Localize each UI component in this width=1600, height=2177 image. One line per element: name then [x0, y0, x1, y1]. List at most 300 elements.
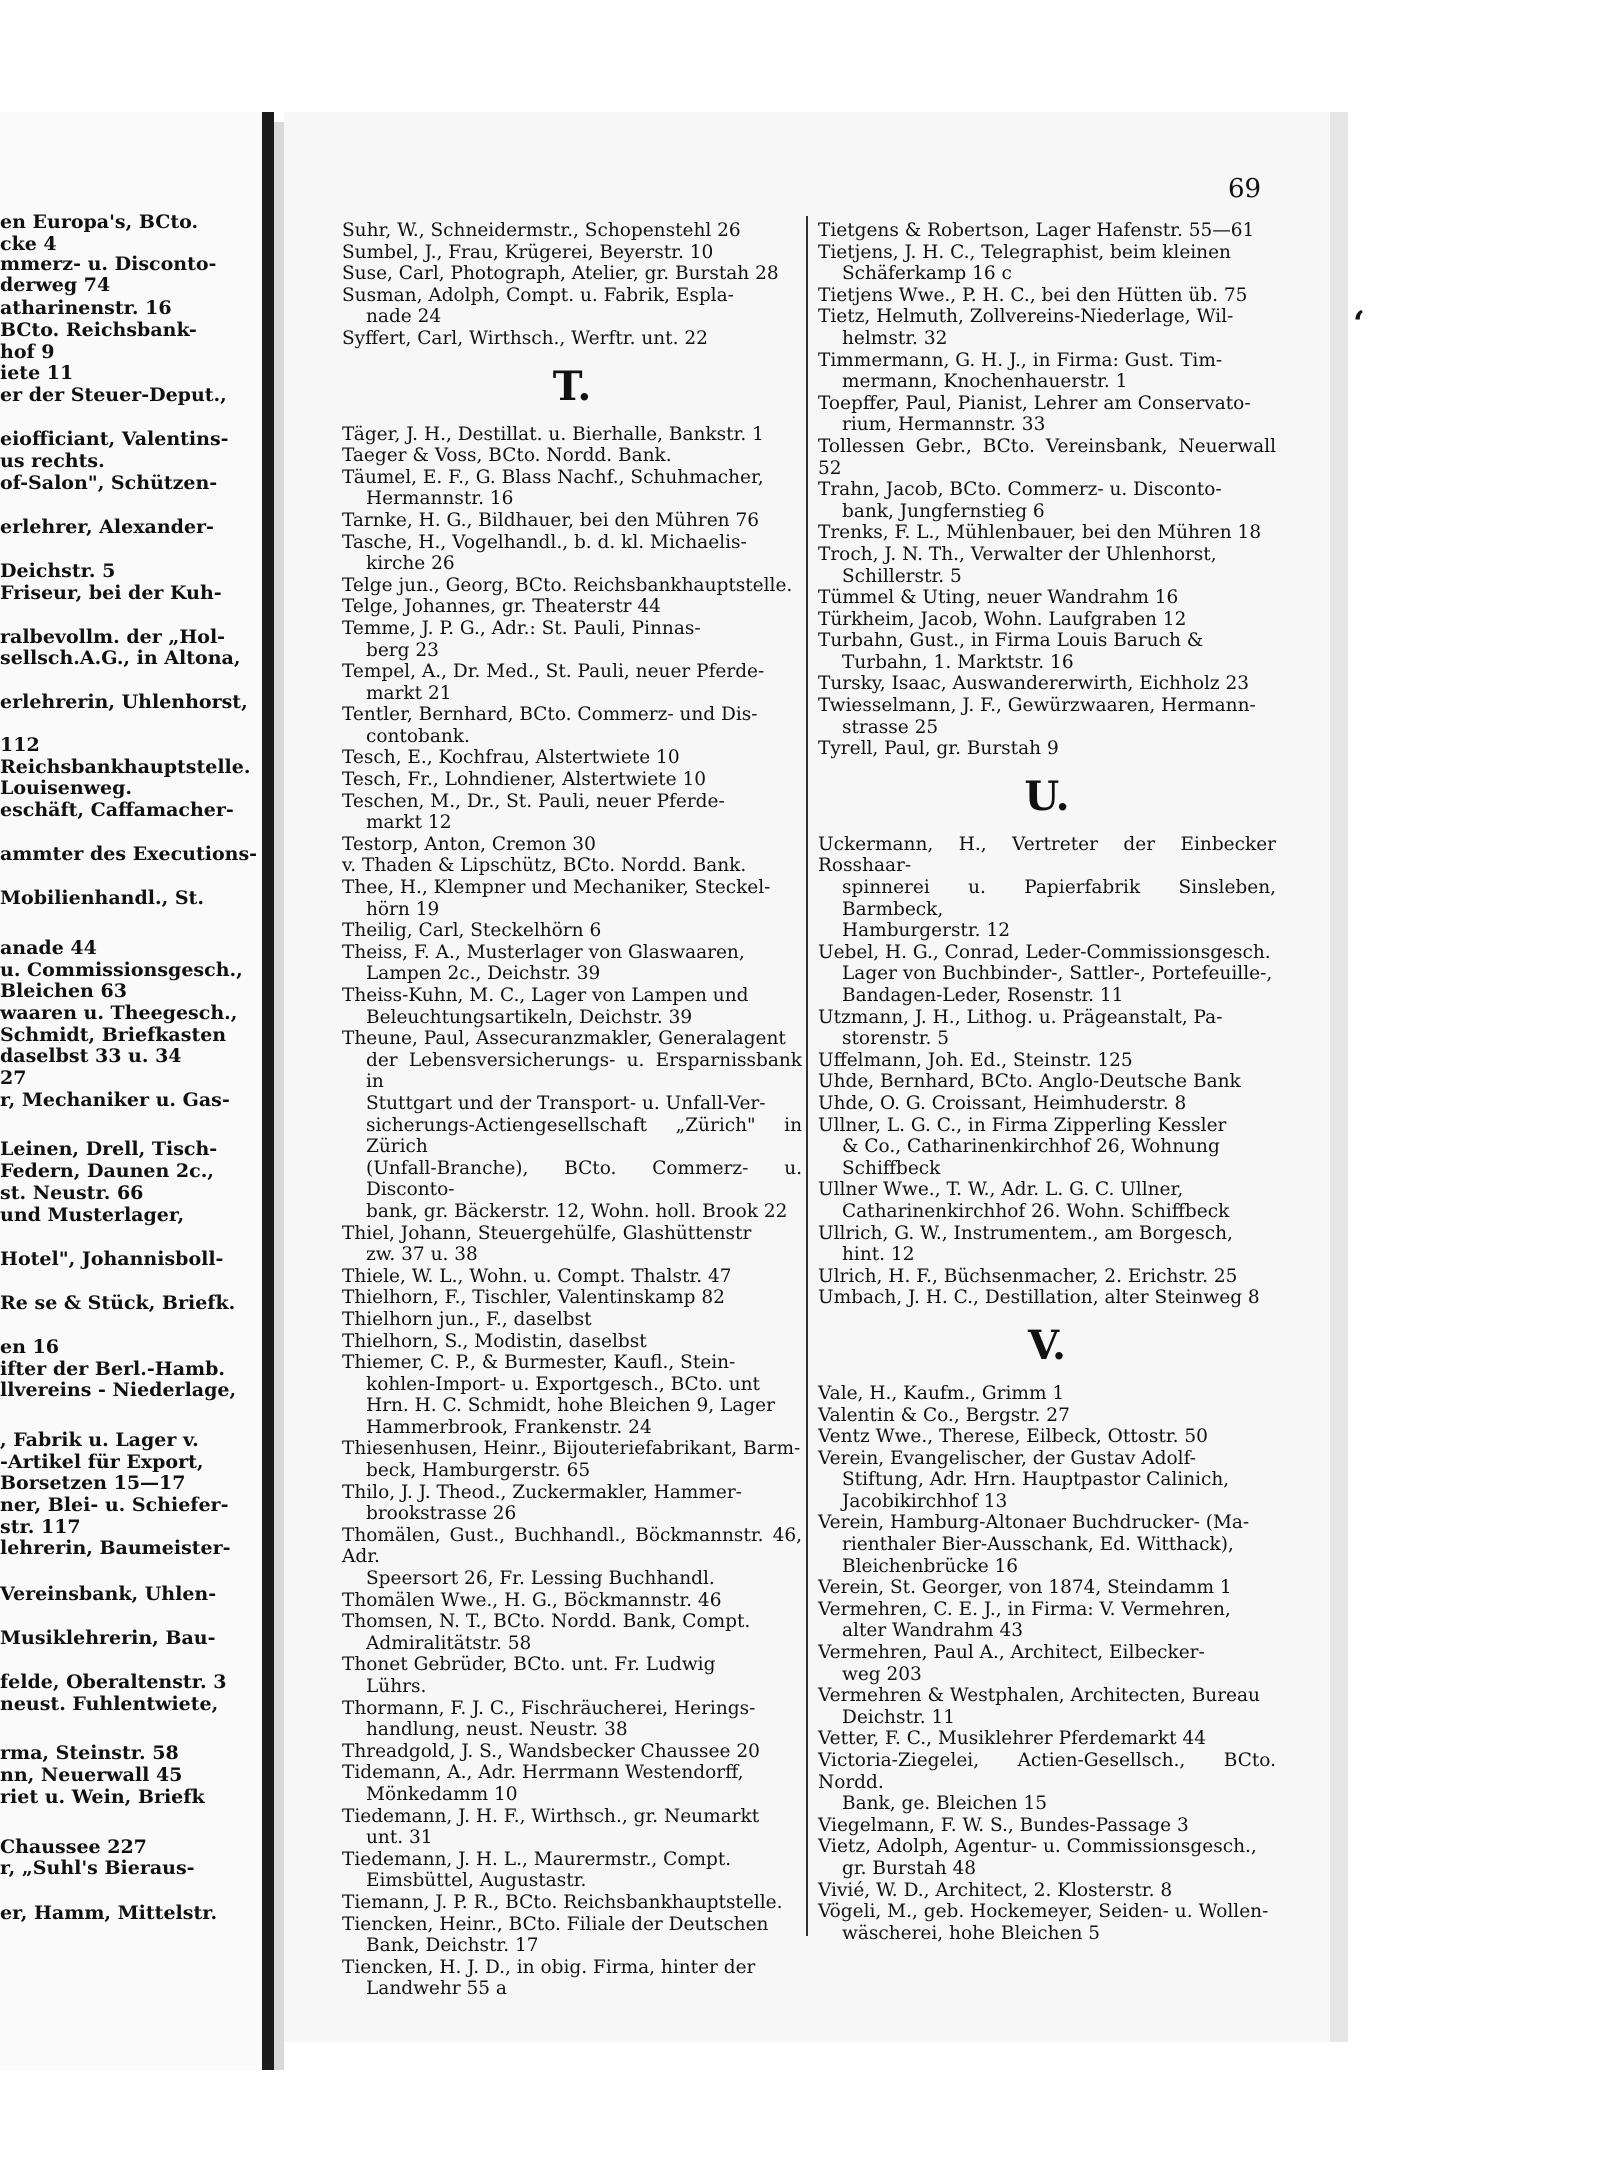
entry-line: Tidemann, A., Adr. Herrmann Westendorff, — [342, 1762, 744, 1784]
left-page-line: waaren u. Theegesch., — [0, 1002, 238, 1024]
entry-line: Tentler, Bernhard, BCto. Commerz- und Dis- — [342, 704, 758, 726]
directory-entry — [342, 1482, 802, 1525]
entry-line: Thiesenhusen, Heinr., Bijouteriefabrikant, Barm- — [342, 1438, 801, 1460]
left-page-line: sellsch.A.G., in Altona, — [0, 647, 241, 669]
directory-entry — [342, 532, 802, 575]
entry-line: Deichstr. 11 — [842, 1706, 956, 1728]
entry-line: alter Wandrahm 43 — [842, 1620, 1023, 1642]
directory-entry — [342, 1309, 802, 1331]
entry-line: Vietz, Adolph, Agentur- u. Commissionsgesch., — [818, 1836, 1257, 1858]
entry-line: Theiss, F. A., Musterlager von Glaswaaren, — [342, 941, 745, 963]
entry-line: Tesch, Fr., Lohndiener, Alstertwiete 10 — [342, 769, 707, 791]
entry-line: Hermannstr. 16 — [366, 488, 514, 510]
left-page-line: Deichstr. 5 — [0, 560, 116, 582]
directory-entry — [818, 1426, 1276, 1448]
entry-line: Vivié, W. D., Architect, 2. Klosterstr. 8 — [818, 1879, 1173, 1901]
directory-entry — [818, 1115, 1276, 1180]
directory-entry — [342, 467, 802, 510]
left-page-line: ammter des Executions- — [0, 843, 258, 865]
entry-line: Teschen, M., Dr., St. Pauli, neuer Pferde- — [342, 790, 725, 812]
left-page-line: Mobilienhandl., St. — [0, 887, 204, 909]
directory-entry — [818, 1685, 1276, 1728]
margin-mark: ʻ — [1353, 304, 1365, 344]
directory-entry — [342, 445, 802, 467]
entry-line: Türkheim, Jacob, Wohn. Laufgraben 12 — [818, 608, 1187, 630]
entry-line: Suhr, W., Schneidermstr., Schopenstehl 26 — [342, 220, 741, 241]
entry-line: rienthaler Bier-Ausschank, Ed. Witthack), — [842, 1534, 1234, 1556]
directory-entry — [342, 1590, 802, 1612]
entry-line: Speersort 26, Fr. Lessing Buchhandl. — [366, 1568, 715, 1590]
left-page-line: er der Steuer-Deput., — [0, 384, 227, 406]
directory-entry — [342, 1762, 802, 1805]
entry-line: Tesch, E., Kochfrau, Alstertwiete 10 — [342, 747, 680, 769]
left-page-line: nn, Neuerwall 45 — [0, 1764, 183, 1786]
entry-line: Tümmel & Uting, neuer Wandrahm 16 — [818, 587, 1179, 609]
directory-entry — [818, 609, 1276, 631]
directory-entry — [342, 791, 802, 834]
directory-entry — [818, 1383, 1276, 1405]
directory-entry — [818, 1599, 1276, 1642]
entry-line: Lampen 2c., Deichstr. 39 — [366, 963, 601, 985]
left-page-line: hof 9 — [0, 341, 55, 363]
directory-entry — [342, 704, 802, 747]
entry-line: Susman, Adolph, Compt. u. Fabrik, Espla- — [342, 284, 734, 306]
left-page-line: us rechts. — [0, 450, 105, 472]
left-page-line: eschäft, Caffamacher- — [0, 799, 234, 821]
entry-line: Taeger & Voss, BCto. Nordd. Bank. — [342, 445, 672, 467]
section-letter-t: T. — [552, 362, 592, 410]
directory-entry — [342, 1892, 802, 1914]
left-page-line: daselbst 33 u. 34 — [0, 1045, 182, 1067]
left-page-line: ner, Blei- u. Schiefer- — [0, 1494, 229, 1516]
entry-line: bank, Jungfernstieg 6 — [842, 500, 1045, 522]
left-page-line: er, Hamm, Mittelstr. — [0, 1902, 218, 1924]
directory-entry — [818, 1880, 1276, 1902]
entries-v — [818, 1383, 1276, 1944]
left-page-line: atharinenstr. 16 — [0, 297, 172, 319]
entry-line: Theune, Paul, Assecuranzmakler, Generalagent — [342, 1028, 786, 1050]
entry-line: Eimsbüttel, Augustastr. — [366, 1870, 587, 1892]
entry-line: Tiemann, J. P. R., BCto. Reichsbankhauptstelle. — [342, 1891, 783, 1913]
directory-entry — [342, 424, 802, 446]
directory-entry — [342, 1331, 802, 1353]
entry-line: Tietjens, J. H. C., Telegraphist, beim kleinen — [818, 241, 1231, 263]
directory-entry — [342, 263, 802, 285]
left-page-line: r, Mechaniker u. Gas- — [0, 1089, 230, 1111]
directory-entry — [342, 855, 802, 877]
directory-entry — [342, 1806, 802, 1849]
directory-entry — [342, 1741, 802, 1763]
entry-line: Troch, J. N. Th., Verwalter der Uhlenhorst, — [818, 543, 1217, 565]
entry-line: nade 24 — [366, 306, 442, 328]
entry-line: Uhde, O. G. Croissant, Heimhuderstr. 8 — [818, 1092, 1187, 1114]
entry-line: Bank, ge. Bleichen 15 — [842, 1793, 1047, 1815]
directory-entry — [818, 630, 1276, 673]
entry-line: Tasche, H., Vogelhandl., b. d. kl. Michaelis- — [342, 531, 747, 553]
directory-entry — [342, 1223, 802, 1266]
left-page-line: Bleichen 63 — [0, 980, 127, 1002]
entry-line: & Co., Catharinenkirchhof 26, Wohnung — [842, 1136, 1220, 1158]
entry-line: Ventz Wwe., Therese, Eilbeck, Ottostr. 50 — [818, 1426, 1208, 1448]
left-page-line: BCto. Reichsbank- — [0, 319, 197, 341]
entry-line: Lager von Buchbinder-, Sattler-, Portefeuille-, — [842, 963, 1273, 985]
left-page-line: en 16 — [0, 1336, 59, 1358]
entry-line: Suse, Carl, Photograph, Atelier, gr. Burstah 28 — [342, 263, 779, 285]
entry-line: Threadgold, J. S., Wandsbecker Chaussee 20 — [342, 1740, 760, 1762]
left-page-fragment — [0, 112, 265, 2070]
directory-entry — [818, 220, 1276, 242]
entry-line: Theilig, Carl, Steckelhörn 6 — [342, 920, 602, 942]
directory-entry — [342, 942, 802, 985]
directory-entry — [818, 1179, 1276, 1222]
entry-line: (Unfall-Branche), BCto. Commerz- u. Disconto- — [366, 1157, 802, 1201]
entry-line: Täumel, E. F., G. Blass Nachf., Schuhmacher, — [342, 466, 764, 488]
left-page-line: Friseur, bei der Kuh- — [0, 582, 222, 604]
directory-entry — [818, 285, 1276, 307]
entry-line: Hammerbrook, Frankenstr. 24 — [366, 1416, 652, 1438]
directory-entry — [818, 695, 1276, 738]
left-page-line: Borsetzen 15—17 — [0, 1472, 186, 1494]
left-page-line: Federn, Daunen 2c., — [0, 1160, 214, 1182]
directory-entry — [818, 1836, 1276, 1879]
directory-entry — [342, 510, 802, 532]
entry-line: Uckermann, H., Vertreter der Einbecker Rosshaar- — [818, 833, 1276, 877]
left-page-line: st. Neustr. 66 — [0, 1182, 144, 1204]
directory-entry — [342, 1438, 802, 1481]
entry-line: Tietz, Helmuth, Zollvereins-Niederlage, Wil- — [818, 306, 1234, 328]
directory-entry — [818, 1007, 1276, 1050]
entry-line: Thomälen Wwe., H. G., Böckmannstr. 46 — [342, 1589, 722, 1611]
directory-entry — [818, 1642, 1276, 1685]
directory-entry — [818, 436, 1276, 479]
entry-line: Schäferkamp 16 c — [842, 263, 1012, 285]
directory-entry — [818, 1223, 1276, 1266]
left-page-line: Leinen, Drell, Tisch- — [0, 1138, 218, 1160]
entry-line: Thielhorn, S., Modistin, daselbst — [342, 1330, 647, 1352]
entry-line: Landwehr 55 a — [366, 1978, 507, 2000]
entry-line: Toepffer, Paul, Pianist, Lehrer am Conservato- — [818, 392, 1251, 414]
book-gutter — [262, 112, 274, 2070]
directory-entry — [342, 328, 802, 350]
left-page-line: iete 11 — [0, 362, 74, 384]
entry-line: Uhde, Bernhard, BCto. Anglo-Deutsche Bank — [818, 1071, 1241, 1093]
entry-line: Theiss-Kuhn, M. C., Lager von Lampen und — [342, 985, 749, 1006]
left-page-line: erlehrerin, Uhlenhorst, — [0, 691, 248, 713]
directory-entry — [342, 1654, 802, 1697]
directory-entry — [818, 522, 1276, 544]
entry-line: Tarnke, H. G., Bildhauer, bei den Mühren 76 — [342, 509, 759, 531]
entry-line: Verein, Evangelischer, der Gustav Adolf- — [818, 1447, 1197, 1469]
book-gutter-shadow — [274, 122, 284, 2070]
directory-entry — [342, 1352, 802, 1438]
entry-line: Temme, J. P. G., Adr.: St. Pauli, Pinnas- — [342, 617, 701, 639]
directory-entry — [342, 769, 802, 791]
entry-line: Thiemer, C. P., & Burmester, Kaufl., Stein- — [342, 1352, 736, 1374]
entry-line: Uebel, H. G., Conrad, Leder-Commissionsgesch. — [818, 941, 1271, 963]
directory-entry — [342, 285, 802, 328]
directory-entry — [818, 1512, 1276, 1577]
directory-entry — [818, 393, 1276, 436]
left-page-line: ifter der Berl.-Hamb. — [0, 1358, 226, 1380]
directory-entry — [818, 1750, 1276, 1815]
entry-line: kohlen-Import- u. Exportgesch., BCto. unt — [366, 1373, 760, 1395]
entry-line: Thiel, Johann, Steuergehülfe, Glashüttenstr — [342, 1222, 752, 1244]
entry-line: markt 12 — [366, 812, 452, 834]
directory-entry — [818, 673, 1276, 695]
left-page-line: llvereins - Niederlage, — [0, 1379, 237, 1401]
section-letter-v: V. — [1028, 1321, 1066, 1369]
left-page-line: Musiklehrerin, Bau- — [0, 1627, 216, 1649]
entry-line: weg 203 — [842, 1663, 922, 1685]
left-page-line: Schmidt, Briefkasten — [0, 1024, 227, 1046]
directory-entry — [818, 350, 1276, 393]
entries-u — [818, 834, 1276, 1309]
entry-line: Utzmann, J. H., Lithog. u. Prägeanstalt, Pa- — [818, 1006, 1223, 1028]
entry-line: kirche 26 — [366, 553, 455, 575]
left-page-line: riet u. Wein, Briefk — [0, 1786, 205, 1808]
entry-line: Schillerstr. 5 — [842, 565, 962, 587]
left-page-line: u. Commissionsgesch., — [0, 959, 243, 981]
column-divider — [806, 216, 808, 1936]
directory-entry — [818, 1815, 1276, 1837]
entry-line: hint. 12 — [842, 1244, 915, 1266]
entry-line: Vale, H., Kaufm., Grimm 1 — [818, 1382, 1065, 1404]
entry-line: Victoria-Ziegelei, Actien-Gesellsch., BCto. Nordd. — [818, 1750, 1276, 1793]
entry-line: storenstr. 5 — [842, 1028, 950, 1050]
entry-line: Ullrich, G. W., Instrumentem., am Borgesch, — [818, 1222, 1233, 1244]
entry-line: Thormann, F. J. C., Fischräucherei, Herings- — [342, 1697, 756, 1719]
left-page-line: 27 — [0, 1067, 27, 1089]
entry-line: Hamburgerstr. 12 — [842, 920, 1010, 942]
left-page-line: of-Salon", Schützen- — [0, 472, 218, 494]
directory-entry — [818, 1050, 1276, 1072]
entry-line: Vermehren, C. E. J., in Firma: V. Vermehren, — [818, 1598, 1231, 1620]
left-page-line: cke 4 — [0, 233, 57, 255]
directory-entry — [818, 1287, 1276, 1309]
directory-entry — [818, 479, 1276, 522]
entry-line: Thielhorn, F., Tischler, Valentinskamp 82 — [342, 1287, 725, 1309]
directory-entry — [342, 877, 802, 920]
directory-entry — [818, 738, 1276, 760]
left-column — [342, 220, 802, 2000]
left-page-line: en Europa's, BCto. — [0, 211, 199, 233]
left-page-line: und Musterlager, — [0, 1204, 185, 1226]
left-page-line: derweg 74 — [0, 274, 111, 296]
entry-line: Trenks, F. L., Mühlenbauer, bei den Mühren 18 — [818, 522, 1262, 544]
entry-line: Tiencken, Heinr., BCto. Filiale der Deutschen — [342, 1913, 769, 1935]
directory-entry — [342, 1028, 802, 1222]
entry-line: Bandagen-Leder, Rosenstr. 11 — [842, 985, 1124, 1006]
directory-entry — [342, 1287, 802, 1309]
directory-entry — [818, 242, 1276, 285]
entry-line: Tempel, A., Dr. Med., St. Pauli, neuer Pferde- — [342, 661, 765, 683]
entry-line: bank, gr. Bäckerstr. 12, Wohn. holl. Brook 22 — [366, 1200, 788, 1222]
left-page-line: 112 — [0, 734, 40, 756]
entry-line: Valentin & Co., Bergstr. 27 — [818, 1404, 1070, 1426]
left-page-line: neust. Fuhlentwiete, — [0, 1693, 219, 1715]
directory-entry — [342, 596, 802, 618]
left-page-line: Re se & Stück, Briefk. — [0, 1292, 236, 1314]
entry-line: Turbahn, 1. Marktstr. 16 — [842, 651, 1074, 673]
left-page-line: ralbevollm. der „Hol- — [0, 626, 226, 648]
right-column — [818, 220, 1276, 1944]
directory-entry — [818, 1901, 1276, 1944]
entry-line: zw. 37 u. 38 — [366, 1244, 478, 1266]
directory-entry — [818, 587, 1276, 609]
directory-entry — [342, 747, 802, 769]
entry-line: Hrn. H. C. Schmidt, hohe Bleichen 9, Lager — [366, 1395, 775, 1417]
directory-entry — [342, 661, 802, 704]
entry-line: Telge, Johannes, gr. Theaterstr 44 — [342, 596, 661, 618]
entry-line: Tiedemann, J. H. F., Wirthsch., gr. Neumarkt — [342, 1805, 760, 1827]
left-page-line: Vereinsbank, Uhlen- — [0, 1583, 217, 1605]
entry-line: Telge jun., Georg, BCto. Reichsbankhauptstelle. — [342, 574, 793, 596]
entry-line: Turbahn, Gust., in Firma Louis Baruch & — [818, 630, 1204, 652]
directory-entry — [818, 1266, 1276, 1288]
directory-entry — [342, 920, 802, 942]
entry-line: Verein, Hamburg-Altonaer Buchdrucker- (Ma- — [818, 1512, 1250, 1534]
directory-entry — [818, 1093, 1276, 1115]
entry-line: spinnerei u. Papierfabrik Sinsleben, Barmbeck, — [842, 877, 1276, 920]
directory-entry — [818, 942, 1276, 1007]
entry-line: Verein, St. Georger, von 1874, Steindamm 1 — [818, 1577, 1232, 1599]
directory-entry — [818, 1577, 1276, 1599]
entries-t-right — [818, 220, 1276, 760]
entry-line: Umbach, J. H. C., Destillation, alter Steinweg 8 — [818, 1287, 1260, 1309]
entry-line: markt 21 — [366, 682, 452, 704]
entry-line: rium, Hermannstr. 33 — [842, 414, 1046, 436]
directory-entry — [342, 1266, 802, 1288]
entry-line: Lührs. — [366, 1676, 427, 1697]
left-page-line: -Artikel für Export, — [0, 1451, 204, 1473]
entry-line: Bleichenbrücke 16 — [842, 1555, 1019, 1577]
entry-line: sicherungs-Actiengesellschaft „Zürich" in Zürich — [366, 1114, 802, 1158]
entry-line: Ullner Wwe., T. W., Adr. L. G. C. Ullner, — [818, 1179, 1184, 1201]
entry-line: Admiralitätstr. 58 — [366, 1632, 532, 1654]
entry-line: Täger, J. H., Destillat. u. Bierhalle, Bankstr. 1 — [342, 423, 764, 445]
entry-line: Tietjens Wwe., P. H. C., bei den Hütten üb. 75 — [818, 284, 1248, 306]
entry-line: Tyrell, Paul, gr. Burstah 9 — [818, 738, 1059, 760]
directory-entry — [342, 1849, 802, 1892]
left-page-line: rma, Steinstr. 58 — [0, 1742, 179, 1764]
entry-line: Catharinenkirchhof 26. Wohn. Schiffbeck — [842, 1200, 1230, 1222]
entry-line: Sumbel, J., Frau, Krügerei, Beyerstr. 10 — [342, 241, 714, 263]
entry-line: mermann, Knochenhauerstr. 1 — [842, 371, 1128, 393]
entry-line: Twiesselmann, J. F., Gewürzwaaren, Hermann- — [818, 695, 1256, 717]
entry-line: helmstr. 32 — [842, 327, 948, 349]
directory-entry — [342, 985, 802, 1028]
left-page-line: erlehrer, Alexander- — [0, 516, 214, 538]
directory-entry — [342, 242, 802, 264]
left-page-line: anade 44 — [0, 937, 97, 959]
entry-line: contobank. — [366, 725, 470, 747]
entry-line: Syffert, Carl, Wirthsch., Werftr. unt. 22 — [342, 327, 708, 349]
entry-line: Thee, H., Klempner und Mechaniker, Steckel- — [342, 877, 771, 899]
entry-line: beck, Hamburgerstr. 65 — [366, 1460, 591, 1482]
entry-line: Thiele, W. L., Wohn. u. Compt. Thalstr. 47 — [342, 1265, 732, 1287]
entry-line: v. Thaden & Lipschütz, BCto. Nordd. Bank. — [342, 855, 747, 877]
entry-line: Vermehren & Westphalen, Architecten, Bureau — [818, 1685, 1260, 1707]
entry-line: Uffelmann, Joh. Ed., Steinstr. 125 — [818, 1049, 1133, 1071]
entry-line: Tursky, Isaac, Auswandererwirth, Eichholz 23 — [818, 673, 1250, 695]
left-page-line: r, „Suhl's Bieraus- — [0, 1857, 195, 1879]
entry-line: Bank, Deichstr. 17 — [366, 1935, 539, 1957]
left-page-line: , Fabrik u. Lager v. — [0, 1429, 199, 1451]
entry-line: Thilo, J. J. Theod., Zuckermakler, Hammer- — [342, 1481, 742, 1503]
entry-line: strasse 25 — [842, 716, 939, 738]
entry-line: Beleuchtungsartikeln, Deichstr. 39 — [366, 1006, 693, 1028]
entry-line: Tiedemann, J. H. L., Maurermstr., Compt. — [342, 1848, 732, 1870]
directory-entry — [818, 1405, 1276, 1427]
left-page-line: mmerz- u. Disconto- — [0, 253, 217, 275]
entry-line: Testorp, Anton, Cremon 30 — [342, 833, 596, 855]
directory-entry — [818, 544, 1276, 587]
entry-line: Vermehren, Paul A., Architect, Eilbecker- — [818, 1642, 1205, 1664]
entry-line: Timmermann, G. H. J., in Firma: Gust. Tim- — [818, 349, 1223, 371]
left-page-line: Chaussee 227 — [0, 1836, 147, 1858]
directory-entry — [342, 1957, 802, 2000]
entries-s — [342, 220, 802, 350]
entry-line: Ullner, L. G. C., in Firma Zipperling Kessler — [818, 1114, 1227, 1136]
left-page-line: felde, Oberaltenstr. 3 — [0, 1671, 227, 1693]
entry-line: Ulrich, H. F., Büchsenmacher, 2. Erichstr. 25 — [818, 1265, 1238, 1287]
entry-line: Thielhorn jun., F., daselbst — [342, 1308, 592, 1330]
directory-entry — [818, 1071, 1276, 1093]
entry-line: Thonet Gebrüder, BCto. unt. Fr. Ludwig — [342, 1654, 716, 1676]
page-number: 69 — [1228, 174, 1262, 204]
entry-line: Viegelmann, F. W. S., Bundes-Passage 3 — [818, 1814, 1189, 1836]
entry-line: unt. 31 — [366, 1827, 433, 1849]
directory-entry — [342, 1914, 802, 1957]
entry-line: gr. Burstah 48 — [842, 1857, 977, 1879]
entry-line: wäscherei, hohe Bleichen 5 — [842, 1922, 1101, 1944]
entry-line: Jacobikirchhof 13 — [842, 1490, 1008, 1512]
entry-line: berg 23 — [366, 639, 439, 661]
directory-entry — [818, 834, 1276, 942]
directory-entry — [342, 575, 802, 597]
entries-t-left — [342, 424, 802, 2000]
entry-line: Vögeli, M., geb. Hockemeyer, Seiden- u. Wollen- — [818, 1901, 1269, 1923]
directory-entry — [342, 1611, 802, 1654]
directory-entry — [342, 1525, 802, 1590]
entry-line: Stiftung, Adr. Hrn. Hauptpastor Calinich, — [842, 1469, 1230, 1491]
entry-line: brookstrasse 26 — [366, 1503, 517, 1525]
directory-entry — [818, 1728, 1276, 1750]
entry-line: Mönkedamm 10 — [366, 1783, 518, 1805]
entry-line: Tietgens & Robertson, Lager Hafenstr. 55—61 — [818, 220, 1255, 241]
directory-entry — [818, 306, 1276, 349]
left-page-line: lehrerin, Baumeister- — [0, 1537, 231, 1559]
entry-line: hörn 19 — [366, 898, 440, 920]
entry-line: Vetter, F. C., Musiklehrer Pferdemarkt 44 — [818, 1728, 1206, 1750]
left-page-line: eiofficiant, Valentins- — [0, 428, 229, 450]
entry-line: Trahn, Jacob, BCto. Commerz- u. Disconto- — [818, 479, 1222, 501]
directory-entry — [342, 834, 802, 856]
directory-entry — [342, 220, 802, 242]
section-letter-u: U. — [1024, 772, 1070, 820]
entry-line: Tiencken, H. J. D., in obig. Firma, hinter der — [342, 1956, 756, 1978]
entry-line: Stuttgart und der Transport- u. Unfall-Ver- — [366, 1092, 766, 1114]
left-page-line: Hotel", Johannisboll- — [0, 1248, 224, 1270]
left-page-line: Louisenweg. — [0, 777, 133, 799]
left-page-line: Reichsbankhauptstelle. — [0, 756, 251, 778]
directory-entry — [342, 618, 802, 661]
entry-line: Schiffbeck — [842, 1157, 941, 1179]
entry-line: Tollessen Gebr., BCto. Vereinsbank, Neuerwall 52 — [818, 435, 1276, 479]
entry-line: handlung, neust. Neustr. 38 — [366, 1719, 628, 1741]
directory-entry — [818, 1448, 1276, 1513]
entry-line: Thomälen, Gust., Buchhandl., Böckmannstr. 46, Adr. — [342, 1524, 802, 1568]
